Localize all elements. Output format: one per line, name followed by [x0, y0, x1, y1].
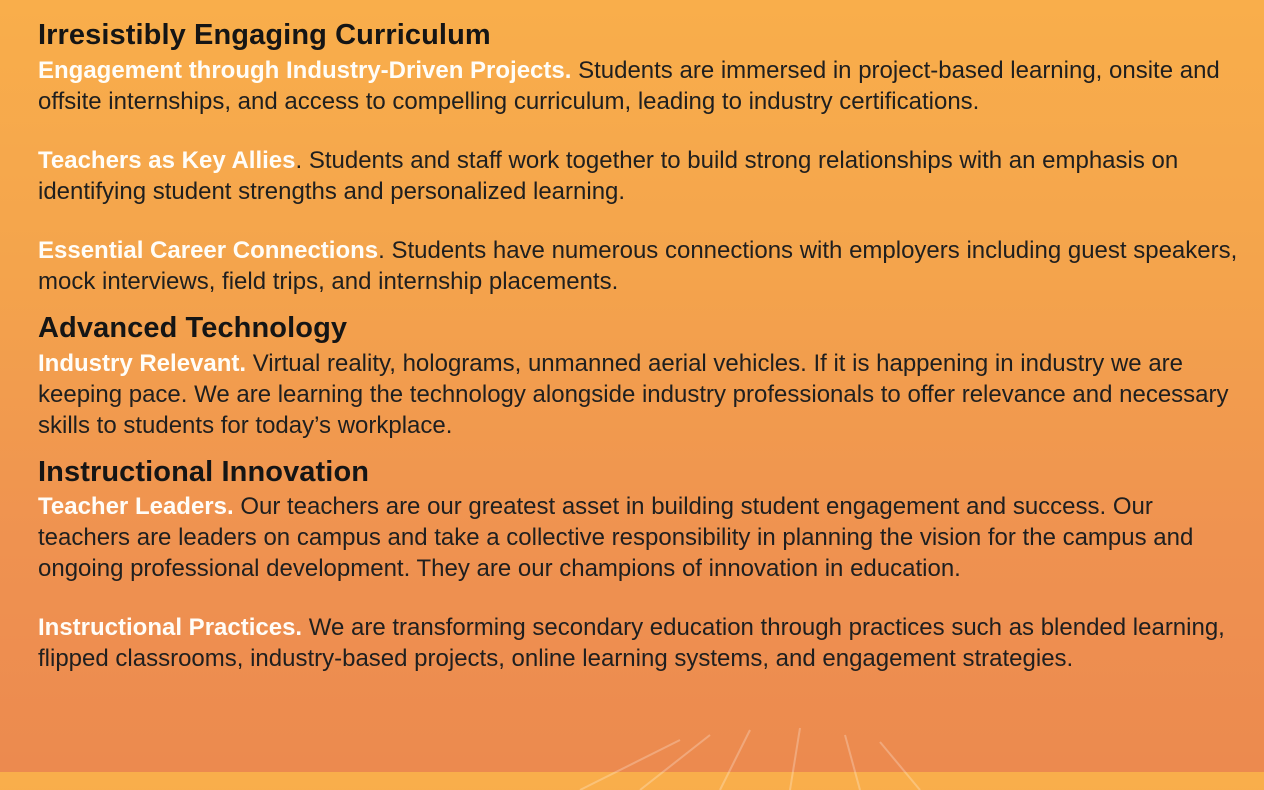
paragraph-instructional-practices: [38, 612, 1246, 674]
section-innovation: [38, 455, 1246, 675]
section-curriculum: [38, 18, 1246, 297]
section-title: Instructional Innovation: [38, 455, 370, 488]
background-flare-decoration: [560, 700, 980, 790]
paragraph-text: Students are immersed in project-based learning, onsite and offsite internships, and access to compelling curriculum, leading to industry certifications.: [38, 56, 1220, 115]
paragraph-teacher-leaders: [38, 491, 1246, 584]
paragraph-teachers-allies: [38, 145, 1246, 207]
paragraph-lead: Industry Relevant.: [38, 349, 247, 377]
paragraph-text: . Students have numerous connections with employers including guest speakers, mock interviews, field trips, and internship placements.: [38, 236, 1238, 295]
paragraph-text: Virtual reality, holograms, unmanned aerial vehicles. If it is happening in industry we are keeping pace. We are learning the technology alongside industry professionals to offer relevance and necessary skills to students for today’s workplace.: [38, 349, 1229, 439]
paragraph-text: . Students and staff work together to build strong relationships with an emphasis on identifying student strengths and personalized learning.: [38, 146, 1179, 205]
section-title: Irresistibly Engaging Curriculum: [38, 19, 491, 51]
paragraph-lead: Instructional Practices.: [38, 614, 303, 642]
section-title: Advanced Technology: [38, 311, 348, 344]
paragraph-career-connections: [38, 235, 1246, 297]
paragraph-lead: Essential Career Connections: [38, 236, 379, 264]
paragraph-text: Our teachers are our greatest asset in building student engagement and success. Our teachers are leaders on campus and take a collective responsibility in planning the vision for the campus and ongoing professional development. They are our champions of innovation in education.: [38, 493, 1194, 583]
document-content: [38, 18, 1246, 688]
paragraph-lead: Engagement through Industry-Driven Projects.: [38, 56, 572, 84]
paragraph-text: We are transforming secondary education through practices such as blended learning, flipped classrooms, industry-based projects, online learning systems, and engagement strategies.: [38, 614, 1225, 673]
paragraph-lead: Teachers as Key Allies: [38, 146, 296, 174]
section-technology: [38, 311, 1246, 441]
paragraph-industry-relevant: [38, 348, 1246, 441]
paragraph-lead: Teacher Leaders.: [38, 493, 234, 521]
paragraph-engagement: [38, 55, 1246, 117]
